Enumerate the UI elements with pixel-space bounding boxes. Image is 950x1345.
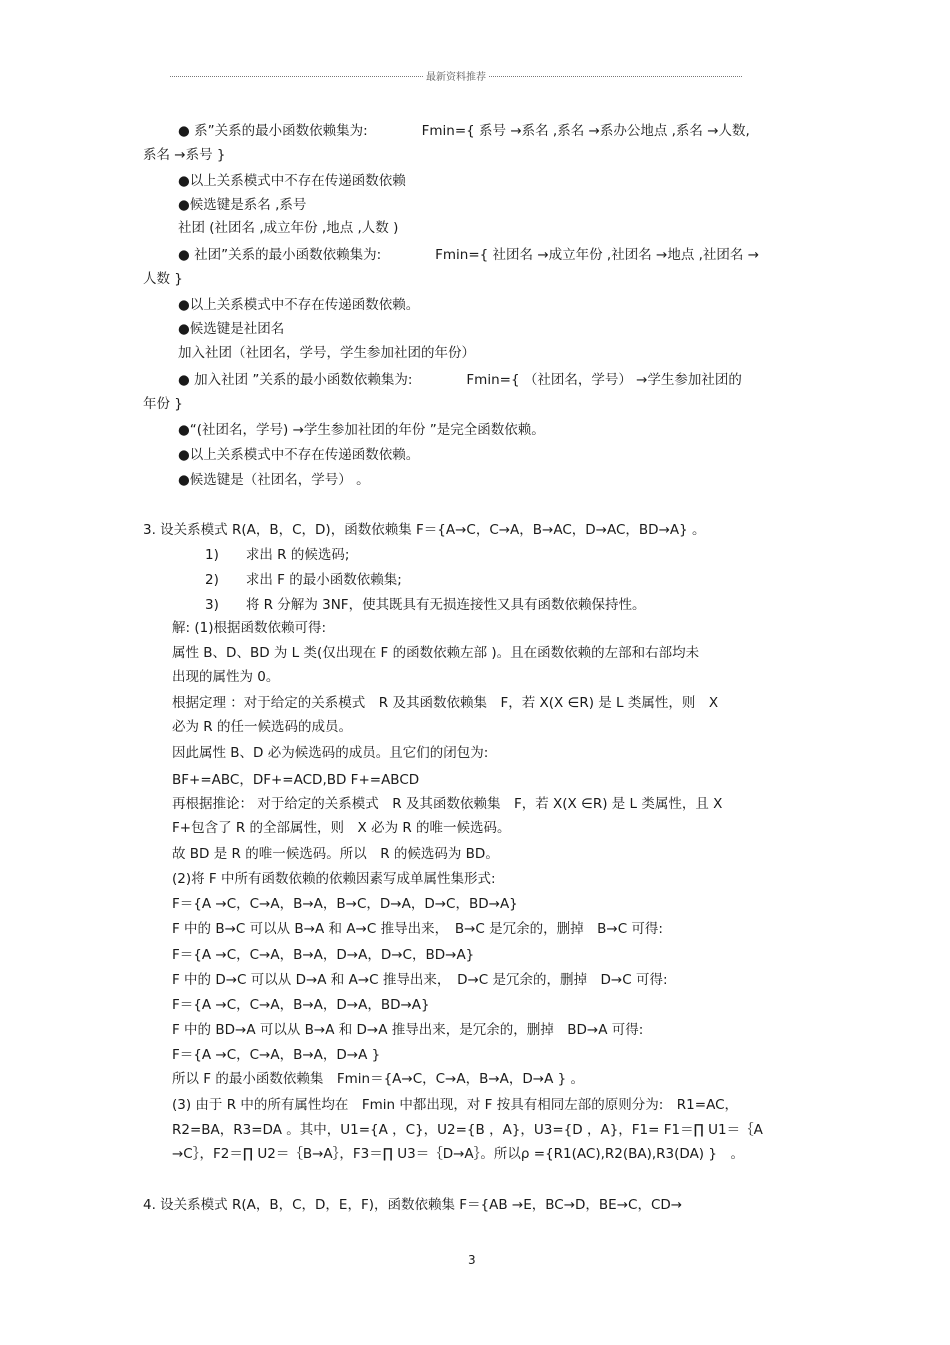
text-line: F+包含了 R 的全部属性，则 X 必为 R 的唯一候选码。 bbox=[172, 820, 511, 836]
text-line: 社团 (社团名 ,成立年份 ,地点 ,人数 ) bbox=[178, 220, 399, 236]
text-line: 人数 } bbox=[143, 271, 183, 287]
text-line: F＝{A →C，C→A，B→A，D→A，D→C，BD→A} bbox=[172, 947, 475, 963]
header-dots-right bbox=[489, 76, 742, 77]
text-line: ●候选键是（社团名，学号） 。 bbox=[178, 472, 370, 488]
text-line: F＝{A →C，C→A，B→A，D→A，BD→A} bbox=[172, 997, 430, 1013]
text-line: F 中的 BD→A 可以从 B→A 和 D→A 推导出来，是冗余的，删掉 BD→A 可得: bbox=[172, 1022, 644, 1038]
header-dots-left bbox=[170, 76, 423, 77]
text-line: 必为 R 的任一候选码的成员。 bbox=[172, 719, 352, 735]
text-line: ● 社团”关系的最小函数依赖集为: Fmin={ 社团名 →成立年份 ,社团名 →地点 ,社团名 → bbox=[178, 247, 759, 263]
text-line: ●以上关系模式中不存在传递函数依赖 bbox=[178, 173, 406, 189]
text-line: 年份 } bbox=[143, 396, 183, 412]
page-number: 3 bbox=[468, 1253, 476, 1267]
text-line: ●“(社团名，学号) →学生参加社团的年份 ”是完全函数依赖。 bbox=[178, 422, 545, 438]
text-line: ●候选键是社团名 bbox=[178, 321, 285, 337]
text-line: 因此属性 B、D 必为候选码的成员。且它们的闭包为: bbox=[172, 745, 489, 761]
text-line: 系名 →系号 } bbox=[143, 147, 226, 163]
text-line: F＝{A →C，C→A，B→A，B→C，D→A，D→C，BD→A} bbox=[172, 896, 518, 912]
text-line: 根据定理 ：对于给定的关系模式 R 及其函数依赖集 F，若 X(X ∈R) 是 L 类属性，则 X bbox=[172, 695, 719, 711]
text-line: ●候选键是系名 ,系号 bbox=[178, 197, 307, 213]
text-line: BF+=ABC，DF+=ACD,BD F+=ABCD bbox=[172, 772, 420, 788]
text-line: 2) 求出 F 的最小函数依赖集; bbox=[205, 572, 402, 588]
page-header bbox=[170, 68, 742, 83]
text-line: F 中的 D→C 可以从 D→A 和 A→C 推导出来， D→C 是冗余的，删掉 D→C 可得: bbox=[172, 972, 668, 988]
text-line: 所以 F 的最小函数依赖集 Fmin＝{A→C，C→A，B→A，D→A } 。 bbox=[172, 1071, 585, 1087]
text-line: (3) 由于 R 中的所有属性均在 Fmin 中都出现，对 F 按具有相同左部的原则分为: R1=AC， bbox=[172, 1097, 738, 1113]
text-line: ● 加入社团 ”关系的最小函数依赖集为: Fmin={ （社团名，学号） →学生参加社团的 bbox=[178, 372, 742, 388]
question-4-title: 4. 设关系模式 R(A，B，C，D，E，F)，函数依赖集 F＝{AB →E，BC→D，BE→C，CD→ bbox=[143, 1197, 683, 1213]
text-line: 解: (1)根据函数依赖可得: bbox=[172, 620, 327, 636]
text-line: R2=BA，R3=DA 。其中，U1={A ，C}，U2={B ，A}，U3={D ，A}，F1= F1＝∏ U1＝｛A bbox=[172, 1122, 763, 1138]
text-line: 属性 B、D、BD 为 L 类(仅出现在 F 的函数依赖左部 )。且在函数依赖的左部和右部均未 bbox=[172, 645, 700, 661]
text-line: 加入社团（社团名，学号，学生参加社团的年份） bbox=[178, 345, 475, 361]
text-line: 故 BD 是 R 的唯一候选码。所以 R 的候选码为 BD。 bbox=[172, 846, 499, 862]
text-line: ●以上关系模式中不存在传递函数依赖。 bbox=[178, 447, 420, 463]
text-line: (2)将 F 中所有函数依赖的依赖因素写成单属性集形式: bbox=[172, 871, 496, 887]
text-line: F 中的 B→C 可以从 B→A 和 A→C 推导出来， B→C 是冗余的，删掉 B→C 可得: bbox=[172, 921, 663, 937]
text-line: F＝{A →C，C→A，B→A，D→A } bbox=[172, 1047, 381, 1063]
text-line: ● 系”关系的最小函数依赖集为: Fmin={ 系号 →系名 ,系名 →系办公地点 ,系名 →人数, bbox=[178, 123, 750, 139]
text-line: 出现的属性为 0。 bbox=[172, 669, 280, 685]
question-3-title: 3. 设关系模式 R(A，B，C，D)，函数依赖集 F＝{A→C，C→A，B→AC，D→AC，BD→A} 。 bbox=[143, 522, 706, 538]
header-title: 最新资料推荐 bbox=[426, 72, 486, 83]
text-line: →C｝，F2＝∏ U2＝｛B→A｝，F3＝∏ U3＝｛D→A｝。所以ρ ={R1(AC),R2(BA),R3(DA) } 。 bbox=[172, 1146, 744, 1162]
text-line: ●以上关系模式中不存在传递函数依赖。 bbox=[178, 297, 420, 313]
text-line: 3) 将 R 分解为 3NF，使其既具有无损连接性又具有函数依赖保持性。 bbox=[205, 597, 646, 613]
text-line: 1) 求出 R 的候选码; bbox=[205, 547, 350, 563]
text-line: 再根据推论： 对于给定的关系模式 R 及其函数依赖集 F，若 X(X ∈R) 是 L 类属性，且 X bbox=[172, 796, 723, 812]
